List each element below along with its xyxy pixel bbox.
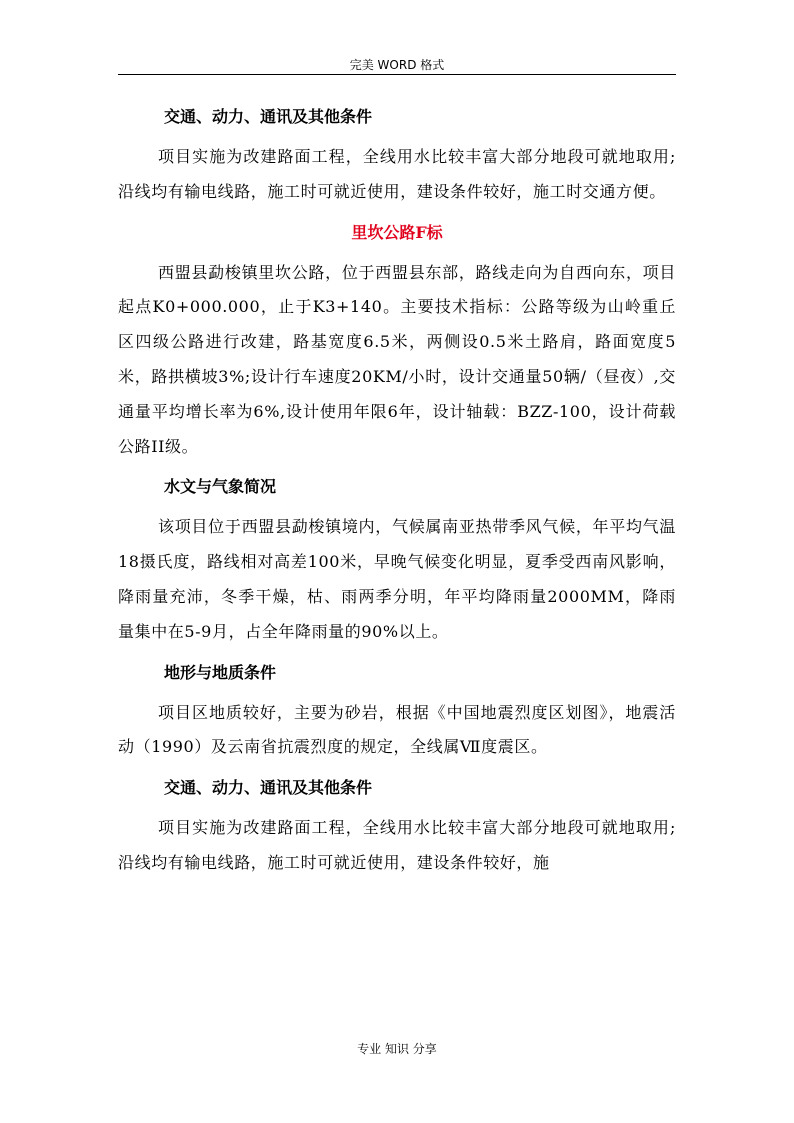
section-paragraph-transport: 项目实施为改建路面工程，全线用水比较丰富大部分地段可就地取用;沿线均有输电线路，施工时可就近使用，建设条件较好，施工时交通方便。 <box>118 147 676 201</box>
section-heading-hydrology: 水文与气象简况 <box>164 477 277 497</box>
section-paragraph-road-f: 西盟县勐梭镇里坎公路，位于西盟县东部，路线走向为自西向东，项目起点K0+000.000，止于K3+140。主要技术指标：公路等级为山岭重丘区四级公路进行改建，路基宽度6.5米，两侧设0.5米土路肩，路面宽度5米，路拱横坡3%;设计行车速度20KM/小时，设计交通量50辆/（昼夜）,交通量平均增长率为6%,设计使用年限6年，设计轴载：BZZ-100，设计荷载公路II级。 <box>118 262 676 456</box>
section-heading-transport-repeat: 交通、动力、通讯及其他条件 <box>164 778 373 798</box>
section-paragraph-transport-repeat: 项目实施为改建路面工程，全线用水比较丰富大部分地段可就地取用;沿线均有输电线路，施工时可就近使用，建设条件较好，施 <box>118 818 676 872</box>
header-rule <box>118 74 676 75</box>
page-header: 完美 WORD 格式 <box>349 58 445 72</box>
section-heading-transport: 交通、动力、通讯及其他条件 <box>164 107 373 126</box>
section-heading-road-f: 里坎公路F标 <box>351 222 443 242</box>
section-heading-geology: 地形与地质条件 <box>164 662 277 682</box>
section-paragraph-geology: 项目区地质较好，主要为砂岩，根据《中国地震烈度区划图》，地震活动（1990）及云南省抗震烈度的规定，全线属Ⅶ度震区。 <box>118 702 676 757</box>
page-footer: 专业 知识 分享 <box>357 1042 437 1056</box>
section-paragraph-hydrology: 该项目位于西盟县勐梭镇境内，气候属南亚热带季风气候，年平均气温18摄氏度，路线相对高差100米，早晚气候变化明显，夏季受西南风影响，降雨量充沛，冬季干燥，枯、雨两季分明，年平均降雨量2000MM，降雨量集中在5-9月，占全年降雨量的90%以上。 <box>118 517 676 641</box>
document-body <box>118 94 676 881</box>
